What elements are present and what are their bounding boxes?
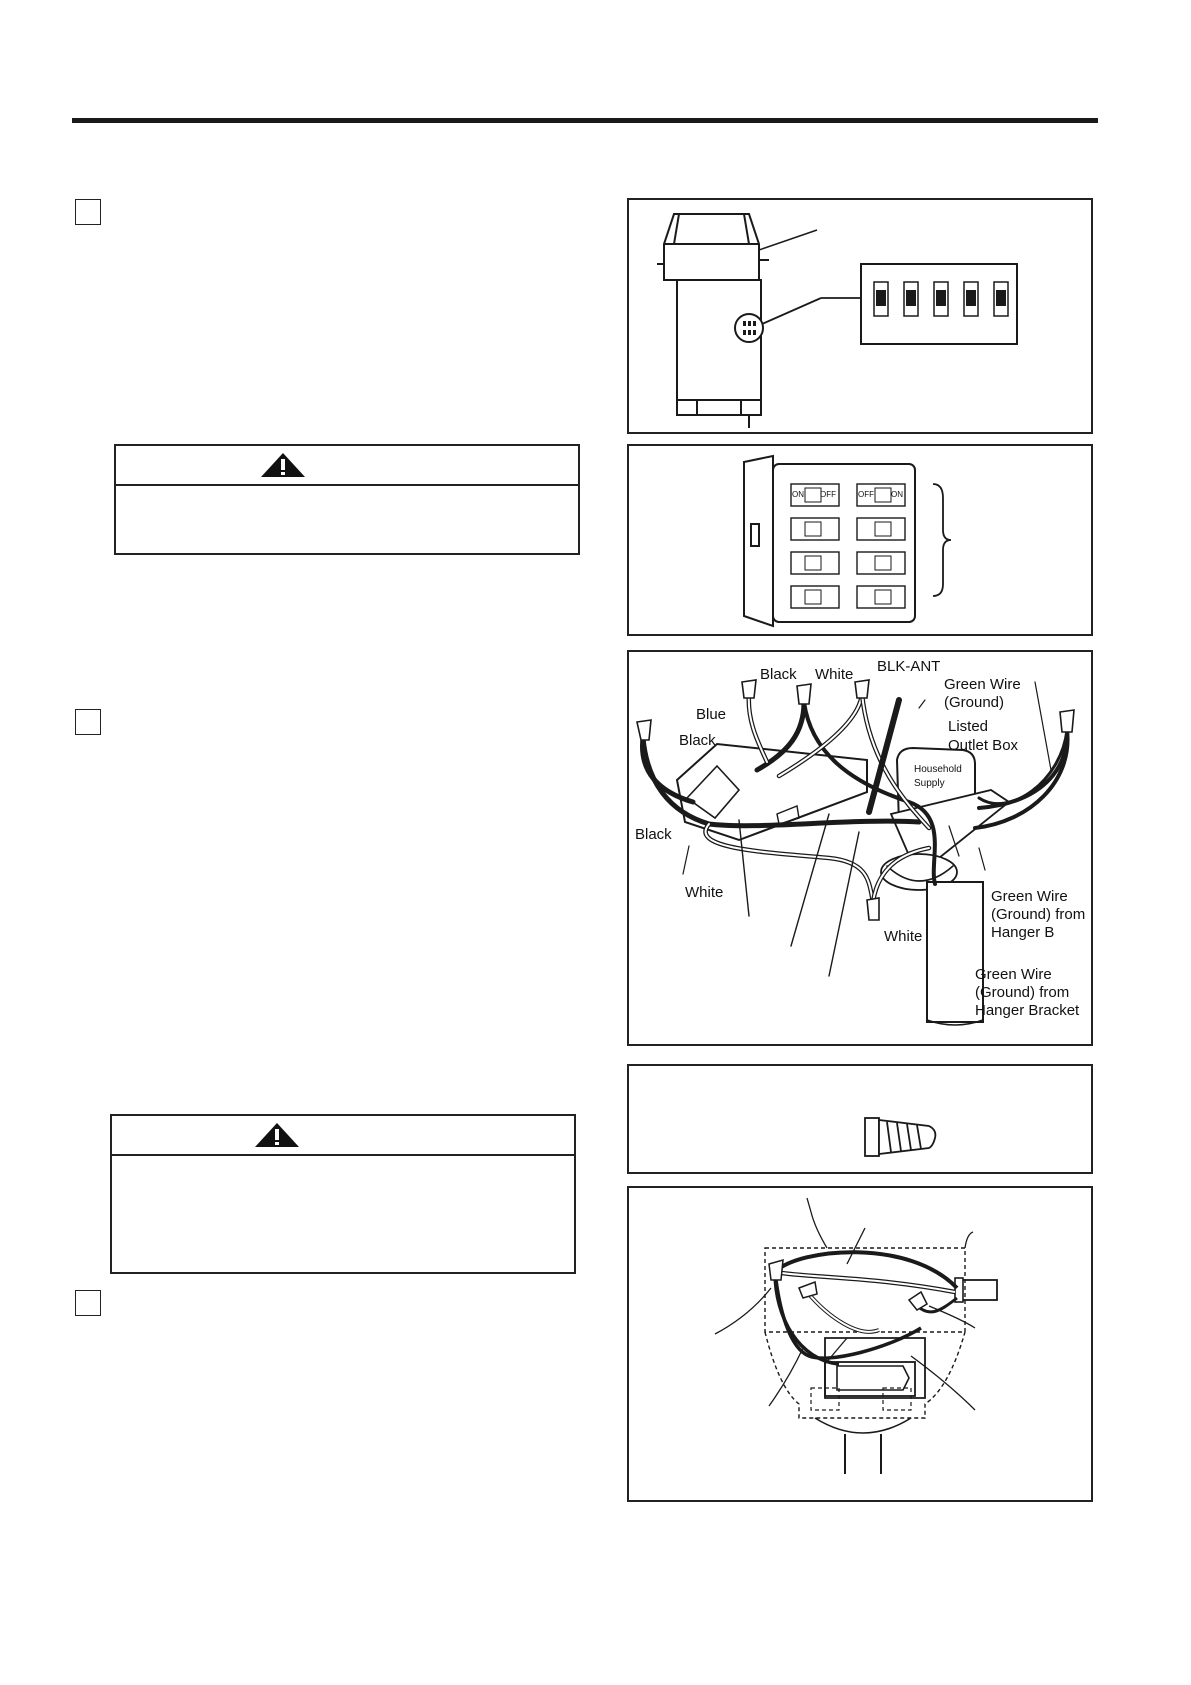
step-box-1	[75, 199, 101, 225]
label-blue: Blue	[696, 706, 727, 723]
label-green-wire-ground-1: Green Wire	[944, 676, 1021, 693]
label-green-bracket-1: Green Wire	[975, 966, 1052, 983]
warning-triangle-icon	[254, 1122, 300, 1148]
breaker-on-label: ON	[891, 490, 903, 499]
canopy-wiring-figure	[627, 1186, 1093, 1502]
breaker-off-label: OFF	[820, 490, 836, 499]
label-black-lower: Black	[635, 826, 672, 843]
label-black-left: Black	[679, 732, 716, 749]
label-listed-1: Listed	[948, 718, 989, 735]
breaker-switch	[857, 586, 905, 608]
warning-triangle-icon	[260, 452, 306, 478]
breaker-switch	[791, 552, 839, 574]
warning-header	[116, 446, 578, 486]
label-green-b-1: Green Wire	[991, 888, 1068, 905]
header-rule	[72, 118, 1098, 123]
breaker-panel-figure	[627, 444, 1093, 636]
breaker-switch	[857, 552, 905, 574]
wiring-diagram-figure	[627, 650, 1093, 1046]
warning-header	[112, 1116, 574, 1156]
label-household-1: Household	[914, 764, 962, 775]
breaker-off-label: OFF	[858, 490, 874, 499]
label-green-bracket-3: Hanger Bracket	[975, 1002, 1080, 1019]
label-green-b-2: (Ground) from	[991, 906, 1086, 923]
label-black-top: Black	[760, 666, 797, 683]
label-white-top: White	[815, 666, 854, 683]
wire-nut-figure	[627, 1064, 1093, 1174]
receiver-dip-switch-figure	[627, 198, 1093, 434]
label-white-bottom: White	[884, 928, 923, 945]
label-blk-ant: BLK-ANT	[877, 658, 941, 675]
breaker-switch	[791, 518, 839, 540]
wire-nut-icon	[865, 1118, 879, 1156]
warning-box-2	[110, 1114, 576, 1274]
breaker-on-label: ON	[792, 490, 804, 499]
label-green-wire-ground-2: (Ground)	[944, 694, 1005, 711]
label-green-bracket-2: (Ground) from	[975, 984, 1070, 1001]
label-household-2: Supply	[914, 778, 945, 789]
breaker-switch	[791, 586, 839, 608]
label-listed-2: Outlet Box	[948, 737, 1019, 754]
step-box-3	[75, 1290, 101, 1316]
breaker-switch	[857, 518, 905, 540]
label-white-left: White	[685, 884, 724, 901]
label-green-b-3: Hanger B	[991, 924, 1055, 941]
step-box-2	[75, 709, 101, 735]
warning-box-1	[114, 444, 580, 555]
